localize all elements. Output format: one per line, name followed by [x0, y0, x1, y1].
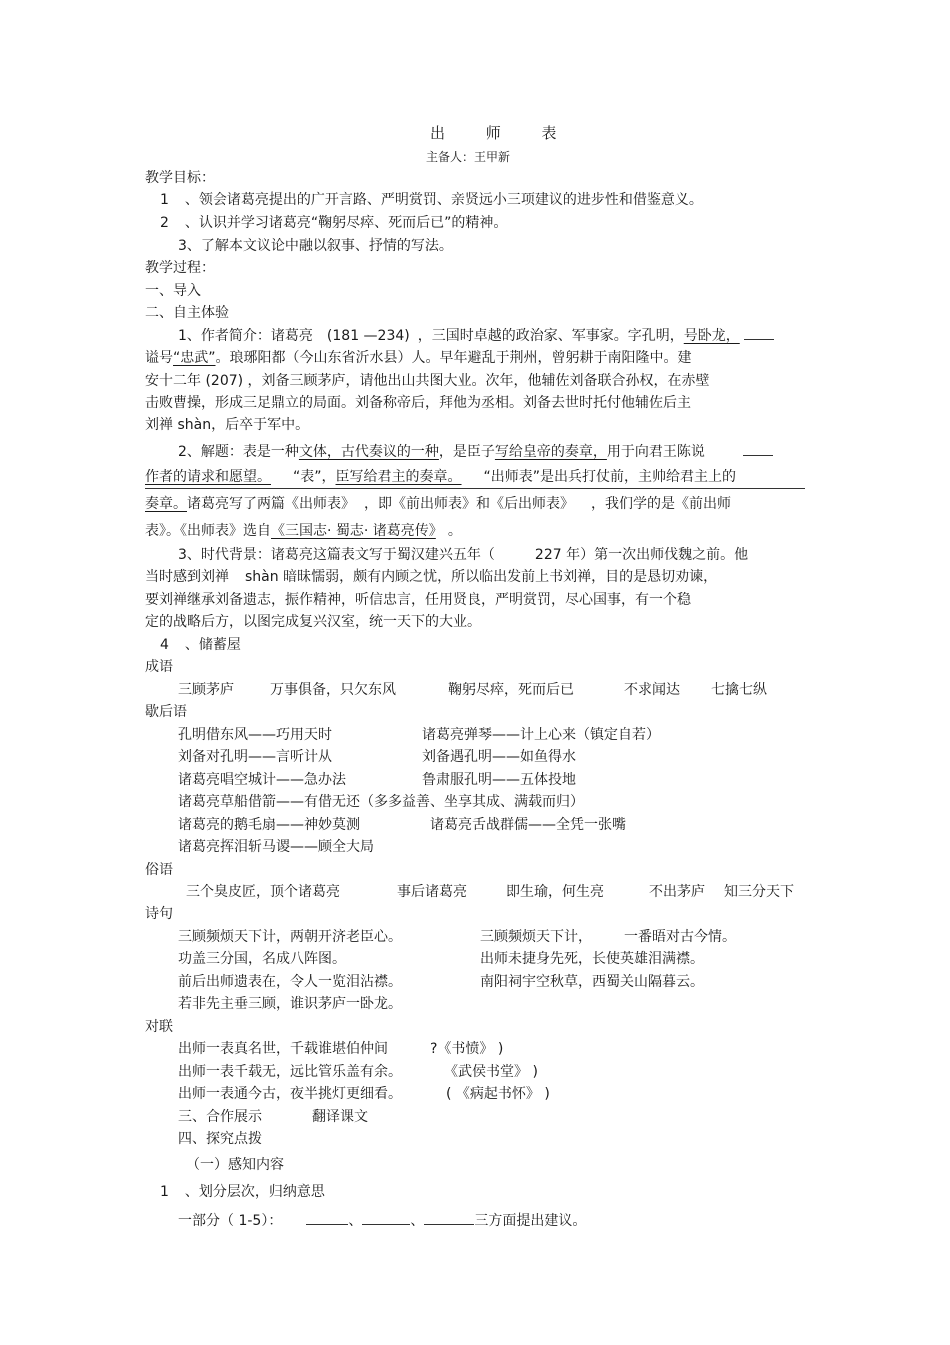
xiehouyu-item: 刘备遇孔明——如鱼得水: [422, 749, 576, 765]
poems-heading: 诗句: [145, 906, 173, 922]
xiehouyu-item: 诸葛亮舌战群儒——全凭一张嘴: [430, 817, 626, 833]
title-explain-line: 奏章。诸葛亮写了两篇《出师表》 ，即《前出师表》和《后出师表》 ，我们学的是《前出师: [145, 496, 731, 512]
preparer: 主备人：王甲新: [426, 150, 511, 164]
title-explain-line: 2、解题：表是一种文体，古代奏议的一种，是臣子写给皇帝的奏章，用于向君王陈说: [178, 441, 773, 462]
xiehouyu-item: 诸葛亮挥泪斩马谡——顾全大局: [178, 839, 374, 855]
goals-heading: 教学目标：: [145, 170, 215, 186]
saying: 事后诸葛亮: [397, 884, 467, 900]
xiehouyu-item: 孔明借东风——巧用天时: [178, 727, 332, 743]
saying: 三个臭皮匠，顶个诸葛亮: [186, 884, 340, 900]
poem-line: 功盖三分国，名成八阵图。: [178, 951, 346, 967]
poem-line: 三顾频烦天下计，: [480, 929, 592, 945]
idiom: 万事俱备，只欠东风: [270, 682, 396, 698]
idiom: 鞠躬尽瘁，死而后已: [448, 682, 574, 698]
section-heading: 三、合作展示: [178, 1109, 262, 1125]
author-intro-line: 谥号“忠武”。琅琊阳都（今山东省沂水县）人。早年避乱于荆州，曾躬耕于南阳隆中。建: [145, 350, 692, 366]
couplet-source: ?《书愤》 ): [430, 1041, 504, 1057]
goal-item: 1 、领会诸葛亮提出的广开言路、严明赏罚、亲贤远小三项建议的进步性和借鉴意义。: [160, 192, 703, 208]
saying: 知三分天下: [724, 884, 794, 900]
goal-item: 3、了解本文议论中融以叙事、抒情的写法。: [178, 238, 453, 254]
xiehouyu-item: 诸葛亮弹琴——计上心来（镇定自若）: [422, 727, 660, 743]
idiom: 不求闻达: [624, 682, 680, 698]
page-title: 出 师 表: [430, 124, 575, 142]
poem-line: 出师未捷身先死，长使英雄泪满襟。: [480, 951, 704, 967]
couplet-source: 《武侯书堂》 ): [444, 1064, 538, 1080]
idiom: 七擒七纵: [711, 682, 767, 698]
couplets-heading: 对联: [145, 1019, 173, 1035]
subsection-heading: （一）感知内容: [186, 1157, 284, 1173]
background-line: 当时感到刘禅 shàn 暗昧懦弱，颇有内顾之忧，所以临出发前上书刘禅，目的是恳切劝谏，: [145, 569, 718, 585]
poem-line: 一番晤对古今情。: [624, 929, 736, 945]
sayings-heading: 俗语: [145, 862, 173, 878]
section-heading: 四、探究点拨: [178, 1131, 262, 1147]
background-line: 3、时代背景：诸葛亮这篇表文写于蜀汉建兴五年（ 227 年）第一次出师伐魏之前。他: [178, 547, 749, 563]
goal-item: 2 、认识并学习诸葛亮“鞠躬尽瘁、死而后已”的精神。: [160, 215, 508, 231]
author-intro-line: 安十二年 (207) ，刘备三顾茅庐，请他出山共图大业。次年，他辅佐刘备联合孙权，在赤壁: [145, 373, 710, 389]
background-line: 定的战略后方，以图完成复兴汉室，统一天下的大业。: [145, 614, 481, 630]
title-explain-line: 表》。《出师表》选自《三国志· 蜀志· 诸葛亮传》 。: [145, 523, 462, 539]
author-intro-line: 刘禅 shàn，后卒于军中。: [145, 417, 310, 433]
poem-line: 南阳祠宇空秋草，西蜀关山隔暮云。: [480, 974, 704, 990]
saying: 不出茅庐: [649, 884, 705, 900]
section-heading: 一、导入: [145, 283, 201, 299]
xiehouyu-item: 鲁肃服孔明——五体投地: [422, 772, 576, 788]
xiehouyu-item: 诸葛亮唱空城计——急办法: [178, 772, 346, 788]
underline-rule: [145, 488, 805, 489]
title-explain-line: 作者的请求和愿望。 “表”，臣写给君主的奏章。 “出师表”是出兵打仗前，主帅给君主上的: [145, 469, 737, 485]
couplet: 出师一表千载无，远比管乐盖有余。: [178, 1064, 402, 1080]
poem-line: 三顾频烦天下计，两朝开济老臣心。: [178, 929, 402, 945]
process-heading: 教学过程：: [145, 260, 215, 276]
author-intro-line: 击败曹操，形成三足鼎立的局面。刘备称帝后，拜他为丞相。刘备去世时托付他辅佐后主: [145, 395, 691, 411]
xiehouyu-item: 诸葛亮草船借箭——有借无还（多多益善、坐享其成、满载而归）: [178, 794, 584, 810]
author-intro-line: 1、作者简介：诸葛亮 (181 —234) ，三国时卓越的政治家、军事家。字孔明，号卧龙，: [178, 325, 774, 346]
couplet-source: ( 《病起书怀》 ): [446, 1086, 550, 1102]
section-heading: 二、自主体验: [145, 305, 229, 321]
xiehouyu-item: 诸葛亮的鹅毛扇——神妙莫测: [178, 817, 360, 833]
idiom: 三顾茅庐: [178, 682, 234, 698]
idioms-heading: 成语: [145, 659, 173, 675]
store-heading: 4 、储蓄屋: [160, 637, 241, 653]
couplet: 出师一表通今古，夜半挑灯更细看。: [178, 1086, 402, 1102]
xiehouyu-item: 刘备对孔明——言听计从: [178, 749, 332, 765]
xiehouyu-heading: 歇后语: [145, 704, 187, 720]
couplet: 出师一表真名世，千载谁堪伯仲间: [178, 1041, 388, 1057]
section-subtitle: 翻译课文: [312, 1109, 368, 1125]
fill-in-line: 一部分（ 1-5）： 、 、 三方面提出建议。: [178, 1210, 586, 1231]
poem-line: 若非先主垂三顾，谁识茅庐一卧龙。: [178, 996, 402, 1012]
saying: 即生瑜，何生亮: [506, 884, 604, 900]
poem-line: 前后出师遗表在，令人一览泪沾襟。: [178, 974, 402, 990]
task-line: 1 、划分层次，归纳意思: [160, 1184, 325, 1200]
background-line: 要刘禅继承刘备遗志，振作精神，听信忠言，任用贤良，严明赏罚，尽心国事，有一个稳: [145, 592, 691, 608]
